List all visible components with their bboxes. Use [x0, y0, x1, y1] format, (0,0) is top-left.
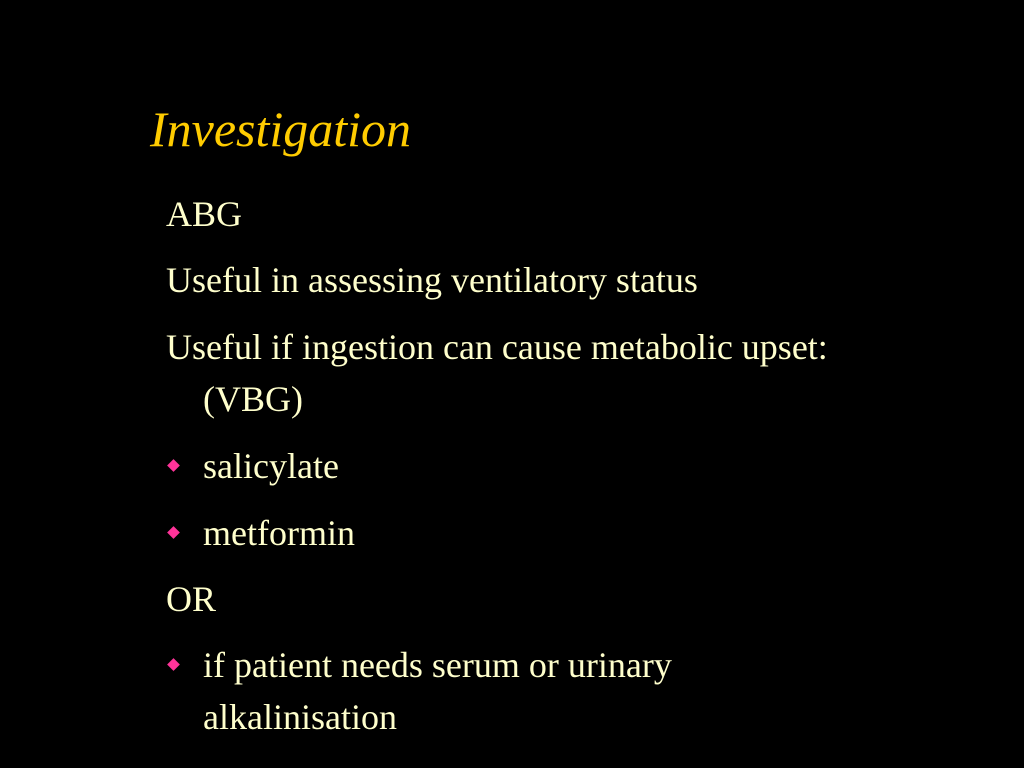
slide-title: Investigation: [150, 101, 412, 157]
bullet-alkalinisation-continued: alkalinisation: [203, 697, 397, 737]
diamond-bullet-icon: [167, 526, 180, 539]
bullet-metformin: metformin: [203, 513, 355, 553]
line-abg: ABG: [166, 194, 243, 234]
line-metabolic-upset: Useful if ingestion can cause metabolic upset:: [166, 327, 828, 367]
bullet-alkalinisation: if patient needs serum or urinary: [203, 645, 672, 685]
line-metabolic-upset-continued: (VBG): [203, 379, 303, 419]
line-or: OR: [166, 579, 217, 619]
line-ventilatory-status: Useful in assessing ventilatory status: [166, 260, 698, 300]
bullet-salicylate: salicylate: [203, 446, 339, 486]
diamond-bullet-icon: [167, 658, 180, 671]
diamond-bullet-icon: [167, 459, 180, 472]
